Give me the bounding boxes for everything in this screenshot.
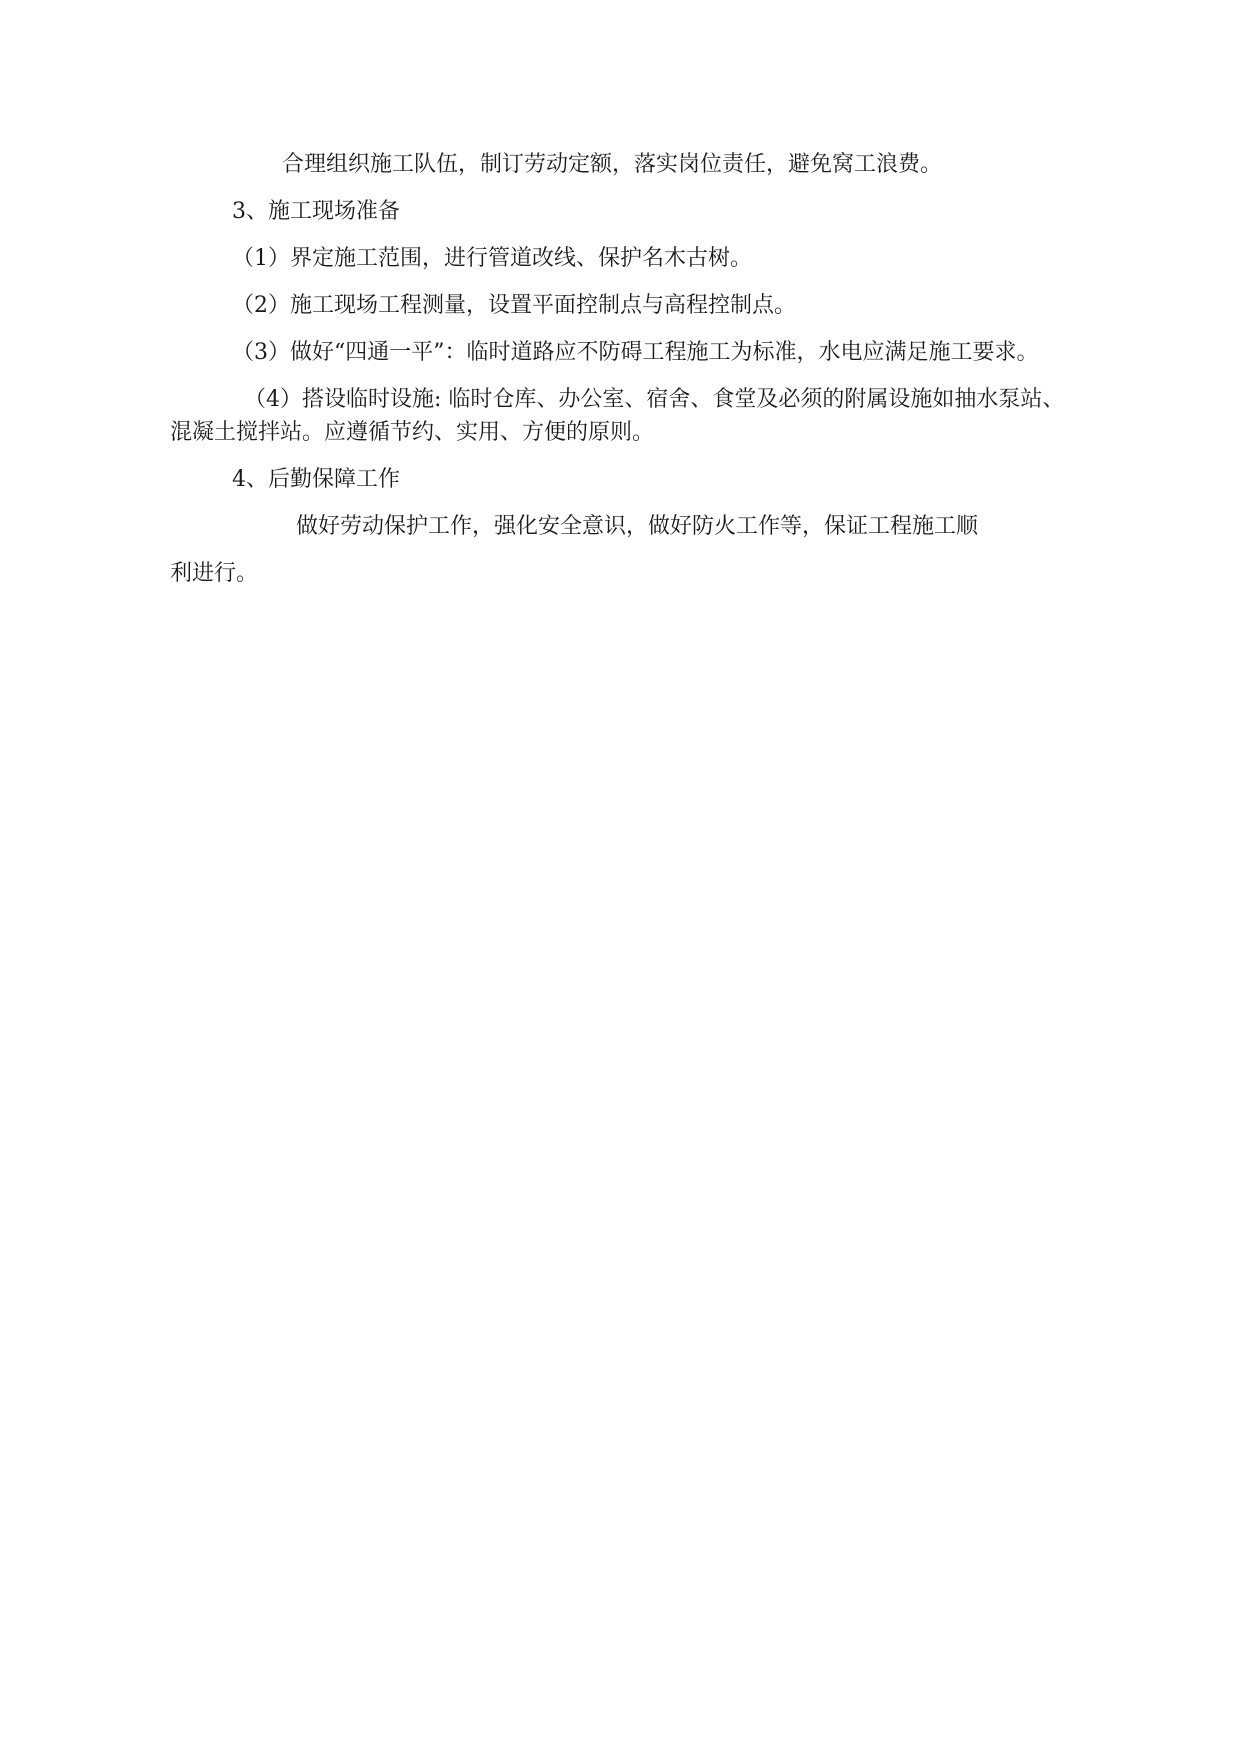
list-item-temporary-facilities-continued: 混凝土搅拌站。应遵循节约、实用、方便的原则。 — [170, 420, 655, 445]
heading-site-preparation: 3、施工现场准备 — [232, 199, 400, 224]
list-item-temporary-facilities: （4）搭设临时设施: 临时仓库、办公室、宿舍、食堂及必须的附属设施如抽水泵站、 — [244, 387, 1065, 412]
heading-logistics-support: 4、后勤保障工作 — [232, 467, 400, 492]
paragraph-labor-organization: 合理组织施工队伍，制订劳动定额，落实岗位责任，避免窝工浪费。 — [282, 152, 943, 177]
paragraph-labor-protection: 做好劳动保护工作，强化安全意识，做好防火工作等，保证工程施工顺 — [296, 514, 979, 539]
paragraph-labor-protection-continued: 利进行。 — [170, 561, 259, 586]
list-item-site-survey: （2）施工现场工程测量，设置平面控制点与高程控制点。 — [232, 293, 796, 318]
list-item-construction-scope: （1）界定施工范围，进行管道改线、保护名木古树。 — [232, 246, 752, 271]
list-item-four-connections: （3）做好“四通一平”：临时道路应不防碍工程施工为标准，水电应满足施工要求。 — [232, 340, 1039, 365]
